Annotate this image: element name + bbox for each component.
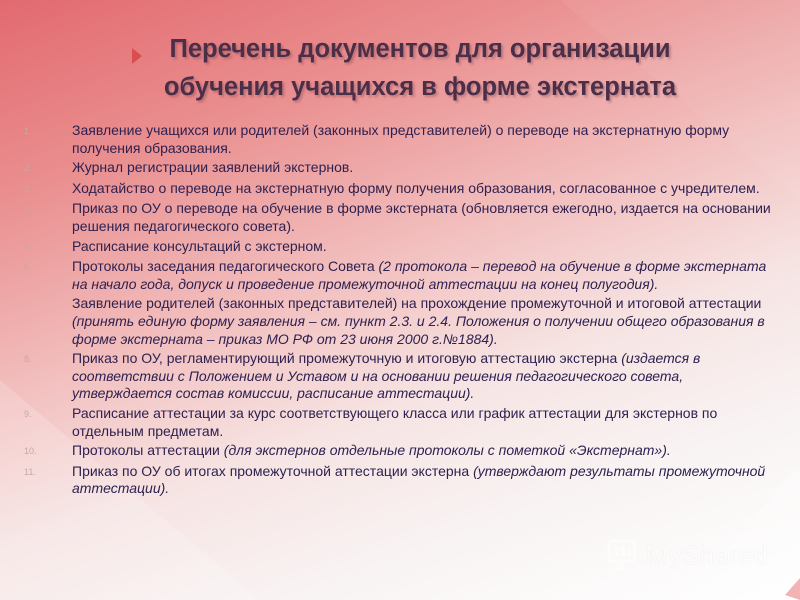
list-item <box>24 350 780 403</box>
item-text: Приказ по ОУ, регламентирующий промежуточную и итоговую аттестацию экстерна (издается в соответствии с Положением и Уставом и на основании решения педагогического совета, утверждается состав комиссии, расписание аттестации). <box>72 350 701 402</box>
item-text: Заявление родителей (законных представителей) на прохождение промежуточной и итоговой аттестации (принять единую форму заявления – см. пункт 2.3. и 2.4. Положения о получении общего образования в форме экстерната – приказ МО РФ от 23 июня 2000 г.№1884). <box>72 295 765 347</box>
item-number: 1. <box>24 126 32 136</box>
item-text: Ходатайство о переводе на экстернатную форму получения образования, согласованное с учредителем. <box>72 179 760 196</box>
item-text: Расписание аттестации за курс соответствующего класса или график аттестации для экстернов по отдельным предметам. <box>72 404 718 439</box>
item-number: 4. <box>24 204 32 215</box>
list-item <box>24 159 780 178</box>
item-text: Приказ по ОУ об итогах промежуточной аттестации экстерна (утверждают результаты промежуточной аттестации). <box>72 462 766 497</box>
list-item <box>24 238 780 257</box>
list-item <box>24 405 780 440</box>
item-number: 3. <box>24 183 32 194</box>
watermark-text: MyShared <box>646 540 769 570</box>
item-number: 8. <box>24 354 32 365</box>
list-item <box>24 258 780 293</box>
item-text: Протоколы аттестации (для экстернов отдельные протоколы с пометкой «Экстернат»). <box>72 442 671 459</box>
item-text: Заявление учащихся или родителей (законных представителей) о переводе на экстернатную форму получения образования. <box>72 122 730 156</box>
item-number: 9. <box>24 408 32 419</box>
item-text: Протоколы заседания педагогического Совета (2 протокола – перевод на обучение в форме экстерната на начало года, допуск и проведение промежуточной аттестации на конец полугодия). <box>72 258 767 292</box>
list-item <box>24 180 780 199</box>
item-number: 2. <box>24 163 32 174</box>
item-number: 6. <box>24 262 32 273</box>
item-text: Расписание консультаций с экстерном. <box>72 237 327 254</box>
title-line-2: обучения учащихся в форме экстерната <box>163 73 677 101</box>
item-number: 10. <box>24 446 37 457</box>
list-item <box>24 122 780 157</box>
page-title <box>80 30 760 106</box>
item-text: Приказ по ОУ о переводе на обучение в форме экстерната (обновляется ежегодно, издается на основании решения педагогического совета). <box>72 200 771 234</box>
title-line-1: Перечень документов для организации <box>169 35 671 63</box>
list-item <box>24 295 780 348</box>
item-number <box>24 295 72 296</box>
item-text: Журнал регистрации заявлений экстернов. <box>72 159 354 176</box>
document-list <box>24 122 780 500</box>
list-item <box>24 463 780 498</box>
item-number: 11. <box>24 466 36 477</box>
item-number: 5. <box>24 241 32 252</box>
list-item <box>24 200 780 235</box>
myshared-logo-icon <box>606 536 642 572</box>
list-item <box>24 442 780 461</box>
